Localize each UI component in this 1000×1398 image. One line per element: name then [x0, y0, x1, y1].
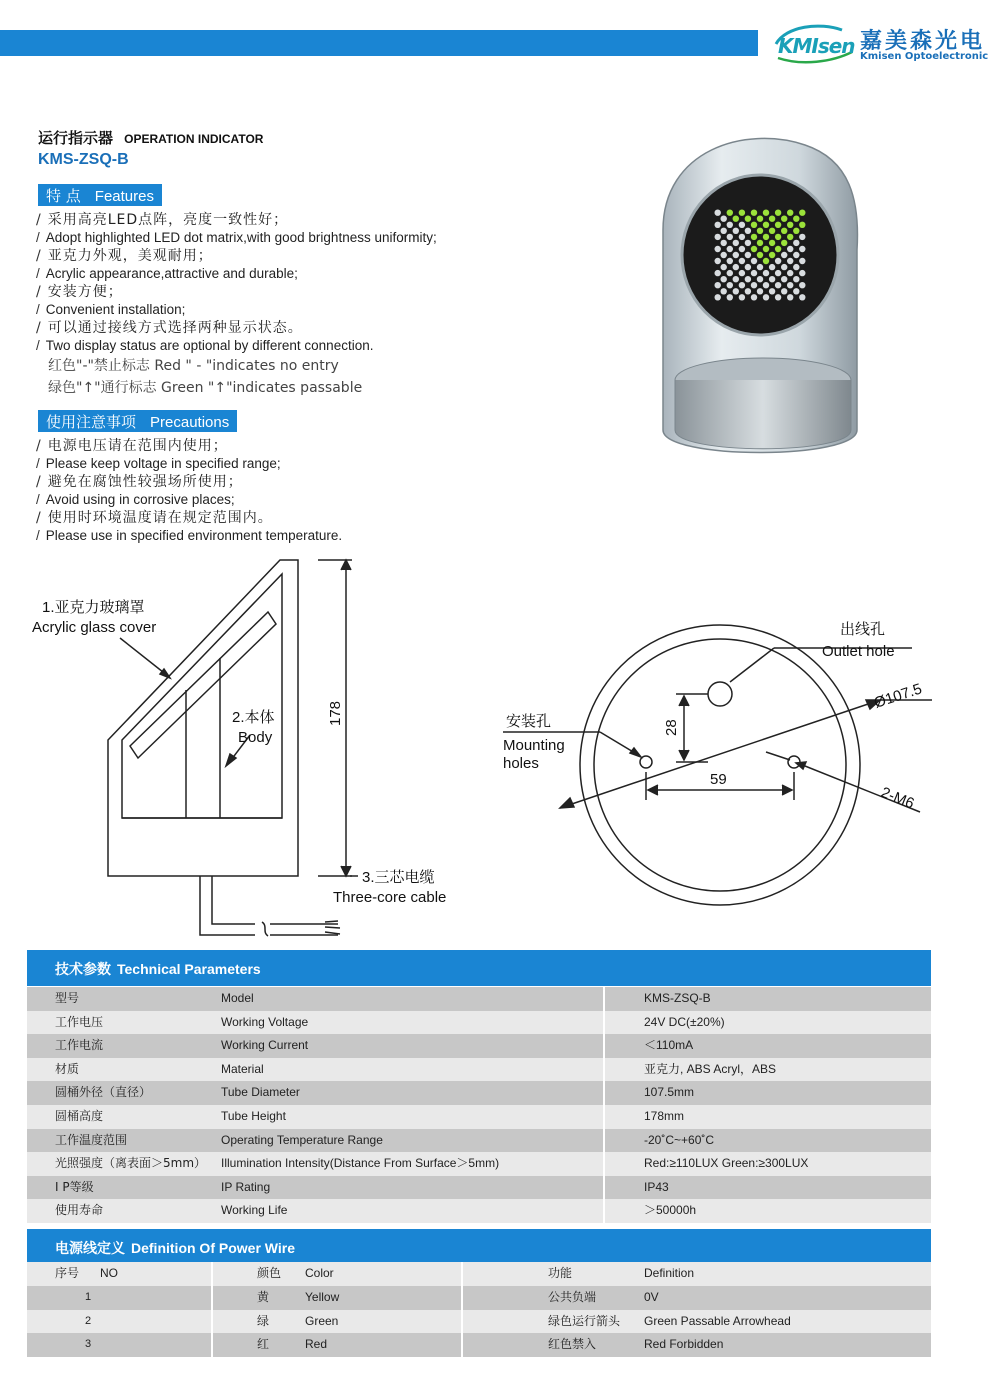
part2-label-en: Body: [238, 729, 273, 746]
col-func-en: Definition: [644, 1266, 695, 1280]
led-dot: [769, 276, 775, 282]
param-name-en: Working Current: [221, 1038, 309, 1053]
table-row: [27, 1199, 931, 1223]
led-dot: [721, 216, 727, 222]
led-dot: [763, 294, 769, 300]
led-dot: [721, 252, 727, 258]
led-dot-green: [751, 246, 757, 252]
led-dot: [739, 222, 745, 228]
led-dot: [751, 282, 757, 288]
param-value: 107.5mm: [644, 1085, 695, 1100]
precautions-list: [36, 437, 342, 545]
led-dot: [775, 258, 781, 264]
precautions-tag-cn: 使用注意事项: [46, 413, 137, 431]
led-dot: [787, 294, 793, 300]
led-dot-green: [775, 234, 781, 240]
part3-label-en: Three-core cable: [333, 889, 447, 906]
tech-head-en: Technical Parameters: [117, 961, 261, 977]
led-dot: [775, 282, 781, 288]
part3-label-cn: 3.三芯电缆: [362, 869, 435, 886]
led-dot-green: [775, 246, 781, 252]
led-dot-green: [793, 216, 799, 222]
param-name-en: Tube Height: [221, 1109, 286, 1123]
features-tag: [38, 184, 162, 206]
table-row: [27, 1176, 931, 1200]
led-dot-green: [751, 234, 757, 240]
led-dot: [727, 282, 733, 288]
led-dot: [763, 270, 769, 276]
led-dot: [721, 240, 727, 246]
led-dot: [787, 270, 793, 276]
led-dot: [745, 276, 751, 282]
param-name-cn: 使用寿命: [55, 1203, 104, 1218]
table-row: [27, 1105, 931, 1129]
led-dot: [745, 252, 751, 258]
led-dot: [733, 276, 739, 282]
led-dot: [727, 294, 733, 300]
led-dot: [721, 276, 727, 282]
diameter-line: [560, 700, 880, 808]
led-dot: [799, 258, 805, 264]
led-dot: [727, 270, 733, 276]
features-tag-en: Features: [94, 188, 154, 205]
wire-no: 3: [85, 1338, 92, 1351]
led-dot-green: [781, 216, 787, 222]
list-item: / Avoid using in corrosive places;: [36, 492, 235, 507]
led-dot: [739, 246, 745, 252]
led-dot-green: [781, 228, 787, 234]
led-dot-green: [757, 216, 763, 222]
param-name-en: Model: [221, 991, 254, 1005]
mount-label-cn: 安装孔: [506, 713, 552, 730]
led-dot: [715, 258, 721, 264]
param-value: 178mm: [644, 1109, 685, 1123]
col-no-en: NO: [100, 1266, 118, 1280]
param-value: -20˚C~+60˚C: [644, 1132, 715, 1147]
led-dot: [781, 264, 787, 270]
list-item: / Adopt highlighted LED dot matrix,with good brightness uniformity;: [36, 230, 437, 245]
model-number: KMS-ZSQ-B: [38, 151, 129, 168]
tech-table-header: [27, 950, 931, 986]
led-dot: [751, 294, 757, 300]
led-dot: [751, 270, 757, 276]
param-value: IP43: [644, 1179, 669, 1194]
technical-drawing: [0, 550, 1000, 950]
led-dot: [757, 276, 763, 282]
led-dot: [757, 288, 763, 294]
wire-table-header: [27, 1229, 931, 1265]
table-row: [27, 1081, 931, 1105]
list-item: / 电源电压请在范围内使用；: [36, 438, 228, 454]
wire-color-en: Yellow: [305, 1290, 340, 1304]
param-name-en: Tube Diameter: [221, 1085, 300, 1100]
wire-func-en: Green Passable Arrowhead: [644, 1313, 791, 1328]
led-dot: [775, 294, 781, 300]
led-dot: [715, 282, 721, 288]
param-name-cn: 圆桶外径（直径）: [55, 1085, 152, 1100]
led-dot: [715, 210, 721, 216]
led-dot-green: [763, 246, 769, 252]
param-value: Red:≥110LUX Green:≥300LUX: [644, 1156, 809, 1171]
led-dot: [727, 258, 733, 264]
led-dot: [799, 294, 805, 300]
led-dot: [787, 246, 793, 252]
led-dot: [721, 288, 727, 294]
col-func-cn: 功能: [548, 1266, 573, 1280]
list-item: / 避免在腐蚀性较强场所使用；: [36, 474, 243, 490]
led-dot-green: [787, 234, 793, 240]
led-dot: [733, 288, 739, 294]
brand-logo: [772, 22, 992, 66]
title-en: OPERATION INDICATOR: [124, 132, 264, 146]
led-dot: [781, 288, 787, 294]
led-dot: [721, 228, 727, 234]
param-name-en: Material: [221, 1061, 264, 1076]
list-subitem: 红色"-"禁止标志 Red " - "indicates no entry: [48, 358, 339, 374]
led-dot-green: [787, 210, 793, 216]
dim-28-label: 28: [663, 719, 680, 736]
led-dot: [745, 264, 751, 270]
mount-label-en-2: holes: [503, 755, 539, 772]
cable: [200, 876, 255, 935]
led-dot-green: [793, 228, 799, 234]
led-dot-green: [781, 240, 787, 246]
led-dot-green: [757, 228, 763, 234]
led-dot: [763, 282, 769, 288]
wire-color-en: Red: [305, 1337, 328, 1352]
led-dot-green: [769, 228, 775, 234]
table-row: [27, 1011, 931, 1035]
wire-color-en: Green: [305, 1313, 339, 1328]
led-dot: [715, 294, 721, 300]
led-dot: [727, 234, 733, 240]
table-row: [27, 1129, 931, 1153]
led-dot-green: [787, 222, 793, 228]
param-name-cn: 材质: [55, 1061, 80, 1076]
list-subitem: 绿色"↑"通行标志 Green "↑"indicates passable: [48, 380, 363, 396]
header-bar: [0, 30, 758, 56]
features-tag-cn: 特 点: [46, 187, 81, 205]
page-title: [38, 127, 263, 148]
led-dot-green: [751, 222, 757, 228]
param-name-en: Operating Temperature Range: [221, 1132, 383, 1147]
led-dot-green: [799, 210, 805, 216]
param-name-en: Illumination Intensity(Distance From Surface＞5mm): [221, 1156, 500, 1171]
table-row: [27, 1286, 931, 1310]
led-dot-green: [727, 210, 733, 216]
led-dot: [727, 246, 733, 252]
led-dot-green: [757, 240, 763, 246]
led-dot: [799, 246, 805, 252]
list-item: / 可以通过接线方式选择两种显示状态。: [36, 320, 303, 336]
led-dot: [757, 264, 763, 270]
param-value: KMS-ZSQ-B: [644, 991, 711, 1005]
led-dot: [799, 234, 805, 240]
table-row: [27, 1152, 931, 1176]
wire-no: 1: [85, 1291, 92, 1303]
product-photo: [655, 130, 865, 480]
wire-color-cn: 绿: [257, 1313, 270, 1328]
mounting-hole-right: [788, 756, 800, 768]
led-dot: [793, 276, 799, 282]
col-no-cn: 序号: [55, 1266, 80, 1280]
led-dot: [793, 240, 799, 246]
wire-color-cn: 黄: [257, 1290, 270, 1304]
outlet-hole-shape: [708, 682, 732, 706]
led-dot: [745, 228, 751, 234]
logo-mark: [772, 22, 860, 66]
mount-label-en-1: Mounting: [503, 737, 565, 754]
led-dot-green: [799, 222, 805, 228]
led-dot: [799, 282, 805, 288]
side-view: [108, 560, 358, 936]
led-dot: [715, 222, 721, 228]
led-dot-green: [733, 216, 739, 222]
diameter-label: Ø107.5: [871, 680, 925, 712]
wire-no: 2: [85, 1314, 92, 1327]
led-dot: [793, 252, 799, 258]
param-name-cn: 工作电压: [55, 1014, 104, 1029]
wire-head-en: Definition Of Power Wire: [131, 1240, 295, 1256]
logo-mark-text: KMIsen: [778, 34, 855, 58]
part2-label-cn: 2.本体: [232, 709, 275, 726]
list-item: / 使用时环境温度请在规定范围内。: [36, 510, 273, 526]
col-color-cn: 颜色: [257, 1266, 282, 1280]
outlet-label-en: Outlet hole: [822, 643, 895, 660]
led-dot: [739, 282, 745, 288]
param-name-cn: 光照强度（离表面＞5mm）: [55, 1156, 207, 1171]
led-dot: [745, 240, 751, 246]
brand-name-en: Kmisen Optoelectronic: [860, 51, 989, 62]
led-dot: [715, 234, 721, 240]
wire-table-column-header: [27, 1262, 931, 1286]
param-name-cn: 圆桶高度: [55, 1109, 104, 1123]
param-value: ＞50000h: [644, 1203, 697, 1218]
led-dot-green: [763, 234, 769, 240]
table-row: [27, 1310, 931, 1334]
led-dot: [739, 234, 745, 240]
list-item: / Two display status are optional by different connection.: [36, 338, 374, 353]
outer-circle: [580, 625, 860, 905]
led-dot-green: [739, 210, 745, 216]
param-value: 24V DC(±20%): [644, 1014, 725, 1029]
title-cn: 运行指示器: [38, 129, 114, 147]
led-dot: [799, 270, 805, 276]
led-dot: [745, 288, 751, 294]
led-dot: [715, 270, 721, 276]
led-dot: [727, 222, 733, 228]
led-dot: [793, 288, 799, 294]
led-dot-green: [769, 252, 775, 258]
dim-59-label: 59: [710, 771, 727, 788]
table-row: [27, 1058, 931, 1082]
wire-head-cn: 电源线定义: [55, 1241, 125, 1257]
led-dot-green: [751, 210, 757, 216]
led-dot-green: [763, 222, 769, 228]
param-name-en: IP Rating: [221, 1179, 271, 1194]
param-value: 亚克力, ABS Acryl，ABS: [644, 1061, 777, 1076]
led-dot: [733, 264, 739, 270]
param-name-en: Working Voltage: [221, 1014, 309, 1029]
precautions-tag: [38, 410, 237, 432]
wire-func-cn: 绿色运行箭头: [548, 1313, 621, 1328]
led-dot-green: [769, 240, 775, 246]
led-dot: [733, 240, 739, 246]
led-dot: [733, 228, 739, 234]
tech-head-cn: 技术参数: [55, 962, 111, 978]
led-dot: [739, 258, 745, 264]
wire-color-cn: 红: [257, 1337, 270, 1352]
height-dim-label: 178: [327, 700, 344, 726]
precautions-tag-en: Precautions: [150, 414, 230, 431]
led-dot-green: [757, 252, 763, 258]
part1-label-en: Acrylic glass cover: [32, 619, 157, 636]
table-row: [27, 1333, 931, 1357]
wire-func-en: 0V: [644, 1290, 659, 1304]
wire-func-cn: 红色禁入: [548, 1337, 597, 1352]
led-dot: [739, 294, 745, 300]
led-dot: [721, 264, 727, 270]
list-item: / 安装方便；: [36, 284, 123, 300]
features-list: [36, 211, 437, 397]
param-value: ＜110mA: [644, 1038, 694, 1053]
param-name-en: Working Life: [221, 1203, 288, 1218]
led-dot: [715, 246, 721, 252]
led-dot: [781, 252, 787, 258]
led-dot: [787, 258, 793, 264]
wire-func-cn: 公共负端: [548, 1290, 597, 1304]
led-dot: [787, 282, 793, 288]
param-name-cn: 型号: [55, 991, 80, 1005]
param-name-cn: 工作温度范围: [55, 1132, 128, 1147]
led-dot: [775, 270, 781, 276]
part1-label-cn: 1.亚克力玻璃罩: [42, 599, 145, 616]
col-color-en: Color: [305, 1266, 334, 1280]
led-dot: [733, 252, 739, 258]
led-dot-green: [775, 222, 781, 228]
top-view: [503, 625, 932, 905]
list-item: / Please keep voltage in specified range;: [36, 456, 281, 471]
list-item: / Please use in specified environment temperature.: [36, 528, 343, 543]
param-name-cn: I P等级: [55, 1179, 94, 1194]
led-dot: [751, 258, 757, 264]
param-name-cn: 工作电流: [55, 1038, 104, 1053]
list-item: / Convenient installation;: [36, 302, 186, 317]
led-dot: [793, 264, 799, 270]
led-dot: [739, 270, 745, 276]
table-row: [27, 1034, 931, 1058]
led-dot-green: [763, 210, 769, 216]
led-dot-green: [769, 216, 775, 222]
list-item: / 采用高亮LED点阵，亮度一致性好；: [36, 212, 289, 228]
wire-func-en: Red Forbidden: [644, 1337, 724, 1352]
led-dot-green: [763, 258, 769, 264]
screw-label: 2-M6: [878, 783, 917, 813]
brand-name-cn: 嘉美森光电: [860, 28, 986, 54]
led-dot: [769, 264, 775, 270]
led-dot-green: [745, 216, 751, 222]
outlet-label-cn: 出线孔: [840, 621, 886, 638]
table-row: [27, 987, 931, 1011]
inner-circle: [594, 639, 846, 891]
list-item: / 亚克力外观，美观耐用；: [36, 248, 213, 264]
list-item: / Acrylic appearance,attractive and durable;: [36, 266, 298, 281]
led-dot: [769, 288, 775, 294]
led-dot-green: [775, 210, 781, 216]
led-dot: [781, 276, 787, 282]
